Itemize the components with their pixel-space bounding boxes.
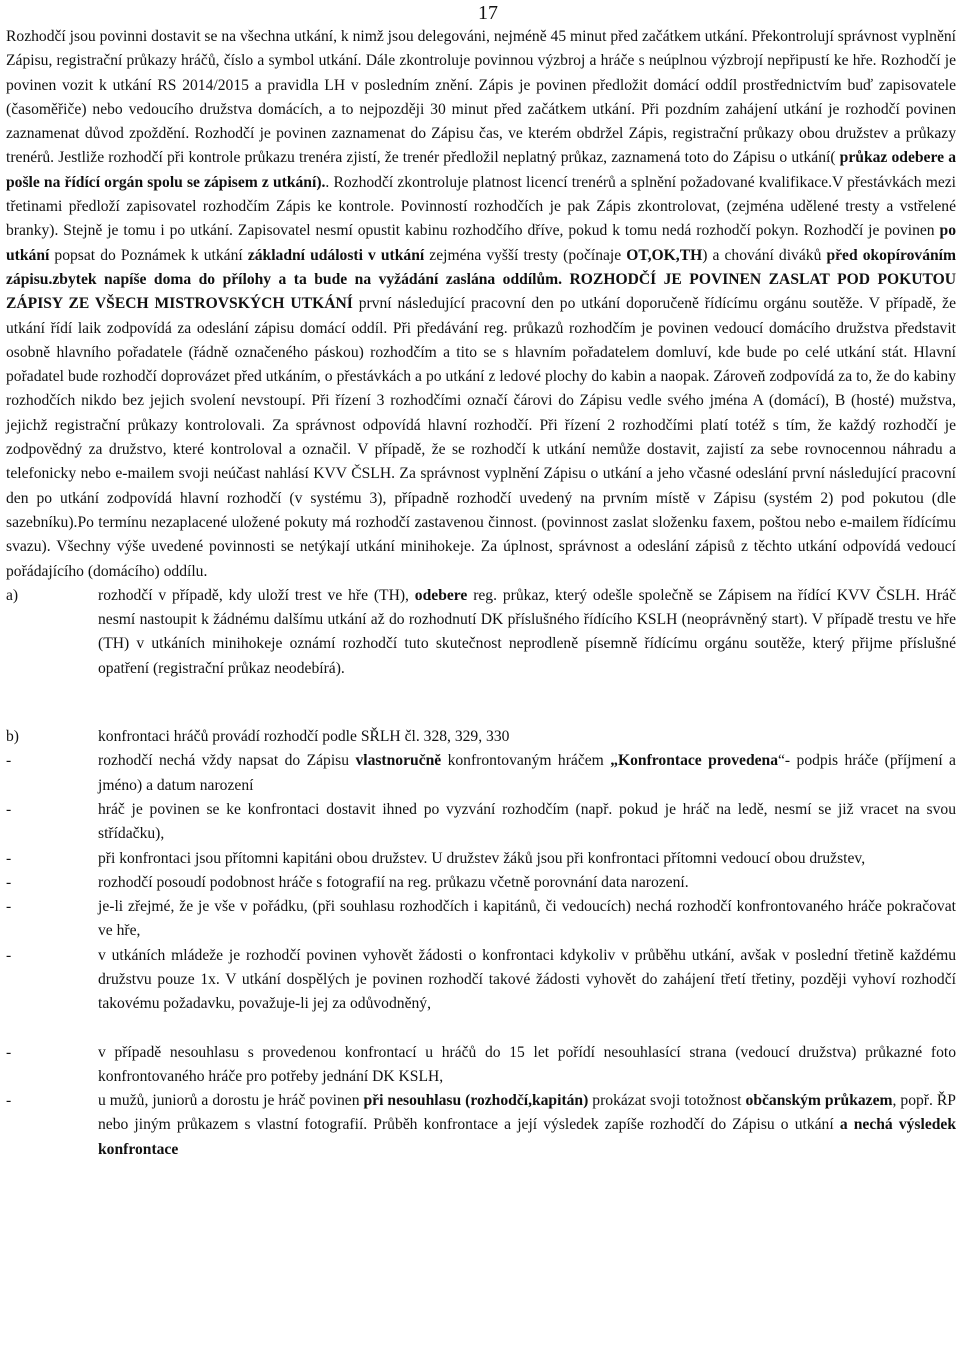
text-run: popsat do Poznámek k utkání: [49, 246, 248, 264]
item-a-text: [98, 584, 956, 681]
text-run: první následující pracovní den po utkání doporučeně řídícímu orgánu soutěže. V případě, že utkání řídí laik zodpovídá za odeslání zápisu domácí oddíl. Při předávání reg. průkazů rozhodčím je povinen vedoucí domácího družstva představit osobně hlavního pořadatele (řádně označeného páskou) rozhodčím a tito se s hlavním pořadatelem domluví, kde bude po celé utkání stát. Hlavní pořadatel bude rozhodčí doprovázet před utkáním, o přestávkách a po utkání z ledové plochy do kabin a naopak. Zároveň zodpovídá za to, že do kabiny rozhodčích nikdo bez jejich svolení nevstoupí. Při řízení 3 rozhodčími označí čárovi do Zápisu vedle svého jména A (domácí), B (hosté) mužstva, jejichž registrační průkazy kontrolovali. Za správnost odpovídá hlavní rozhodčí. Při řízení 2 rozhodčími platí totéž s tím, že každý rozhodčí je zodpovědný za družstvo, které kontroloval a označil. V případě, že se rozhodčí k utkání nemůže dostavit, zajistí za sebe rovnocennou náhradu a telefonicky nebo e-mailem svoji neúčast nahlásí KVV ČSLH. Za správnost vyplnění Zápisu o utkání a jeho včasné odeslání první následující pracovní den po utkání zodpovídá hlavní rozhodčí (v systému 3), případně rozhodčí uvedený na prvním místě v Zápisu (systém 2) pod pokutou (dle sazebníku).Po termínu nezaplacené uložené pokuty má rozhodčí zastavenou činnost. (povinnost zaslat složenku faxem, poštou nebo e-mailem řídícímu svazu). Všechny výše uvedené povinnosti se netýkají utkání minihokeje. Za úplnost, správnost a odeslání zápisů z těchto utkání odpovídá vedoucí pořádajícího (domácího) oddílu.: [6, 295, 956, 580]
item-b-text: [98, 725, 956, 749]
list-item: [6, 798, 956, 847]
bold-text-run: průkaz odebere a pošle na řídící orgán spolu se zápisem z utkání).: [6, 149, 956, 191]
list-item-marker: -: [6, 849, 12, 867]
item-a: [6, 584, 956, 681]
text-run: v případě nesouhlasu s provedenou konfrontací u hráčů do 15 let pořídí nesouhlasící strana (vedoucí družstva) průkazné foto konfrontovaného hráče pro potřeby jednání DK KSLH,: [98, 1043, 956, 1085]
list-item: [6, 749, 956, 798]
bold-text-run: OT,OK,TH: [626, 246, 703, 264]
text-run: je-li zřejmé, že je vše v pořádku, (při souhlasu rozhodčích i kapitánů, či vedoucích) nechá rozhodčí konfrontovaného hráče pokračovat ve hře,: [98, 898, 956, 940]
text-run: v utkáních mládeže je rozhodčí povinen vyhovět žádosti o konfrontaci kdykoliv v průběhu utkání, avšak v poslední třetině každému družstvu pouze 1x. V utkání dospělých je povinen rozhodčí takové žádosti vyhovět do zahájení třetí třetiny, později vyhoví rozhodčí takovému požadavku, považuje-li jej za odůvodněný,: [98, 946, 956, 1013]
text-run: u mužů, juniorů a dorostu je hráč povinen: [98, 1092, 364, 1110]
list-item-text: [98, 895, 956, 944]
bold-text-run: při nesouhlasu (rozhodčí,kapitán): [363, 1092, 589, 1110]
text-run: konfrontaci hráčů provádí rozhodčí podle SŘLH čl. 328, 329, 330: [98, 728, 510, 746]
text-run: Rozhodčí jsou povinni dostavit se na všechna utkání, k nimž jsou delegováni, nejméně 45 minut před začátkem utkání. Překontrolují správnost vyplnění Zápisu, registrační průkazy hráčů, číslo a symbol utkání. Dále zkontroluje povinnou výzbroj a hráče s neúplnou výzbrojí nepřipustí ke hře. Rozhodčí je povinen vozit k utkání RS 2014/2015 a pravidla LH v posledním znění. Zápis je povinen předložit domácí oddíl prostřednictvím buď zapisovatele (časoměřiče) nebo vedoucího družstva domácích, a to nejpozději 30 minut před začátkem utkání. Při pozdním zahájení utkání je rozhodčí povinen zaznamenat důvod zpoždění. Rozhodčí je povinen zaznamenat do Zápisu čas, ve kterém obdržel Zápis, registrační průkazy obou družstev a průkazy trenérů. Jestliže rozhodčí při kontrole průkazu trenéra zjistí, že trenér předložil neplatný průkaz, zaznamená toto do Zápisu o utkání(: [6, 28, 956, 167]
bold-text-run: a nechá výsledek konfrontace: [98, 1116, 957, 1158]
list-item-text: [98, 1041, 956, 1090]
text-run: [562, 271, 569, 288]
text-run: reg. průkaz, který odešle společně se Zápisem na řídící KVV ČSLH. Hráč nesmí nastoupit k žádnému dalšímu utkání až do rozhodnutí DK příslušného řídícího KSLH (neoprávněný start). V případě trestu ve hře (TH) v utkáních minihokeje oznámí rozhodčí tuto skutečnost neprodleně písemně řídícímu orgánu soutěže, který přijme příslušné opatření (registrační průkaz neodebírá).: [98, 586, 956, 677]
list-item-marker: -: [6, 873, 12, 891]
document-body: [6, 25, 956, 1162]
text-run: . Rozhodčí zkontroluje platnost licencí trenérů a splnění požadované kvalifikace.V přestávkách mezi třetinami předloží zapisovatel rozhodčím Zápis ke kontrole. Povinností rozhodčích je pak Zápis zkontrolovat, (zejména udělené tresty a vstřelené branky). Stejně je tomu i po utkání. Zapisovatel nesmí opustit kabinu rozhodčího dříve, pokud k tomu nedá rozhodčí pokyn. Rozhodčí je povinen: [6, 173, 956, 240]
text-run: “- podpis hráče (příjmení a jméno) a datum narození: [98, 752, 956, 794]
list-item: [6, 895, 956, 944]
text-run: prokázat svoji totožnost: [588, 1092, 746, 1110]
bold-text-run: ROZHODČÍ JE POVINEN ZASLAT POD POKUTOU ZÁPISY ZE VŠECH MISTROVSKÝCH UTKÁNÍ: [6, 270, 957, 313]
list-item: [6, 871, 956, 895]
text-run: rozhodčí v případě, kdy uloží trest ve hře (TH),: [98, 586, 415, 604]
list-item-text: [98, 749, 956, 798]
list-item-marker: -: [6, 752, 12, 770]
list-item-marker: -: [6, 800, 12, 818]
page-number: 17: [478, 2, 498, 24]
text-run: rozhodčí posoudí podobnost hráče s fotografií na reg. průkazu včetně porovnání data narození.: [98, 873, 689, 891]
bold-text-run: odebere: [414, 586, 468, 604]
bold-text-run: základní události v utkání: [247, 246, 425, 264]
bold-text-run: „Konfrontace provedena: [610, 752, 779, 770]
main-paragraph: [6, 25, 956, 584]
list-item-marker: -: [6, 946, 12, 964]
bold-text-run: před okopírováním zápisu.zbytek napíše doma do přílohy a ta bude na vyžádání zaslána oddílům.: [6, 246, 956, 288]
text-run: zejména vyšší tresty (počínaje: [424, 246, 627, 264]
item-b-marker: b): [6, 728, 19, 746]
list-item: [6, 1089, 956, 1162]
list-item-text: [98, 944, 956, 1017]
list-item: [6, 847, 956, 871]
list-item-text: [98, 847, 956, 871]
list-item: [6, 1041, 956, 1090]
text-run: hráč je povinen se ke konfrontaci dostavit ihned po vyzvání rozhodčím (např. pokud je hráč na ledě, nesmí se již vracet na svou střídačku),: [98, 800, 956, 843]
text-run: , popř. ŘP nebo jiným průkazem s vlastní fotografií. Průběh konfrontace a její výsledek zapíše rozhodčí do Zápisu o utkání: [98, 1092, 956, 1134]
list-item-marker: -: [6, 898, 12, 916]
list-item-text: [98, 798, 956, 847]
list-item-marker: -: [6, 1043, 12, 1061]
list-item-text: [98, 1089, 956, 1162]
spacer: [6, 681, 956, 705]
list-item: [6, 944, 956, 1017]
item-a-marker: a): [6, 586, 19, 604]
spacer: [6, 705, 956, 725]
text-run: konfrontovaným hráčem: [441, 752, 611, 770]
list-item-marker: -: [6, 1092, 12, 1110]
dash-list: [6, 749, 956, 1162]
bold-text-run: vlastnoručně: [355, 752, 442, 770]
text-run: ) a chování diváků: [702, 246, 827, 264]
list-item-text: [98, 871, 956, 895]
text-run: při konfrontaci jsou přítomni kapitáni obou družstev. U družstev žáků jsou při konfrontaci přítomni vedoucí obou družstev,: [98, 849, 866, 867]
bold-text-run: občanským průkazem: [745, 1092, 893, 1110]
bold-text-run: po utkání: [6, 222, 956, 264]
text-run: rozhodčí nechá vždy napsat do Zápisu: [98, 752, 356, 770]
item-b: [6, 725, 956, 749]
spacer: [6, 1017, 956, 1041]
